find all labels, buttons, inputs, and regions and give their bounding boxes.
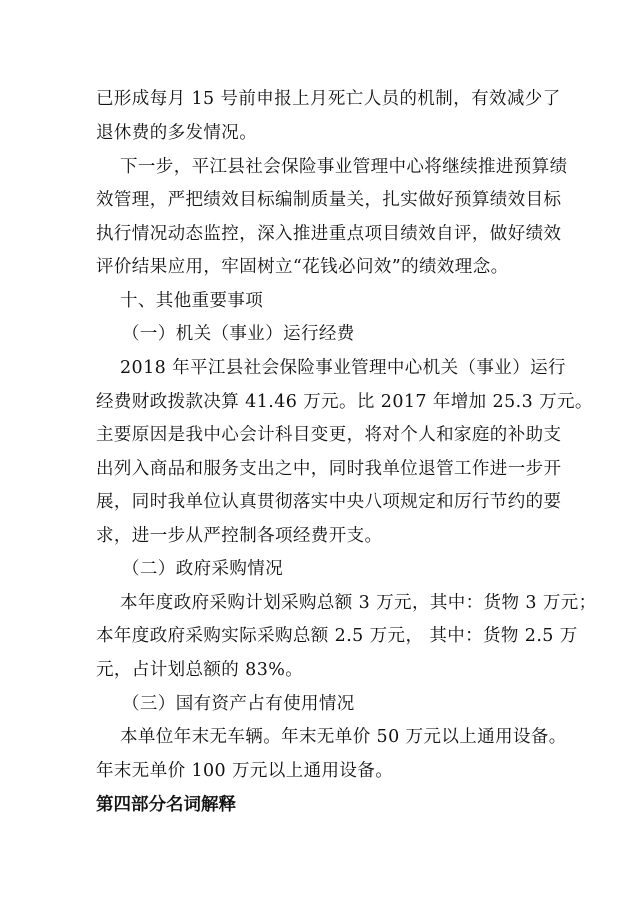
subsection-title: （二）政府采购情况 bbox=[122, 559, 284, 579]
paragraph-line: 退休费的多发情况。 bbox=[96, 123, 258, 143]
paragraph-line: 本单位年末无车辆。年末无单价 50 万元以上通用设备。 bbox=[120, 727, 567, 747]
paragraph-line: 2018 年平江县社会保险事业管理中心机关（事业）运行 bbox=[120, 358, 566, 378]
paragraph-line: 出列入商品和服务支出之中，同时我单位退管工作进一步开 bbox=[96, 459, 562, 479]
paragraph-line: 本年度政府采购计划采购总额 3 万元，其中：货物 3 万元； bbox=[120, 593, 597, 613]
paragraph-line: 元，占计划总额的 83%。 bbox=[96, 660, 304, 680]
paragraph-line: 年末无单价 100 万元以上通用设备。 bbox=[96, 761, 394, 781]
paragraph-line: 求，进一步从严控制各项经费开支。 bbox=[96, 526, 383, 546]
part-heading: 第四部分名词解释 bbox=[96, 795, 236, 815]
paragraph-line: 本年度政府采购实际采购总额 2.5 万元， 其中：货物 2.5 万 bbox=[96, 626, 578, 646]
paragraph-line: 评价结果应用，牢固树立“花钱必问效”的绩效理念。 bbox=[96, 257, 509, 277]
paragraph-line: 展，同时我单位认真贯彻落实中央八项规定和厉行节约的要 bbox=[96, 492, 562, 512]
paragraph-line: 主要原因是我中心会计科目变更，将对个人和家庭的补助支 bbox=[96, 425, 562, 445]
paragraph-line: 执行情况动态监控，深入推进重点项目绩效自评，做好绩效 bbox=[96, 224, 562, 244]
paragraph-line: 已形成每月 15 号前申报上月死亡人员的机制，有效减少了 bbox=[96, 89, 561, 109]
paragraph-line: 下一步，平江县社会保险事业管理中心将继续推进预算绩 bbox=[120, 157, 568, 177]
subsection-title: （一）机关（事业）运行经费 bbox=[122, 324, 355, 344]
paragraph-line: 效管理，严把绩效目标编制质量关，扎实做好预算绩效目标 bbox=[96, 190, 562, 210]
subsection-title: （三）国有资产占有使用情况 bbox=[122, 694, 355, 714]
paragraph-line: 经费财政拨款决算 41.46 万元。比 2017 年增加 25.3 万元。 bbox=[96, 392, 593, 412]
section-title: 十、其他重要事项 bbox=[120, 291, 264, 311]
